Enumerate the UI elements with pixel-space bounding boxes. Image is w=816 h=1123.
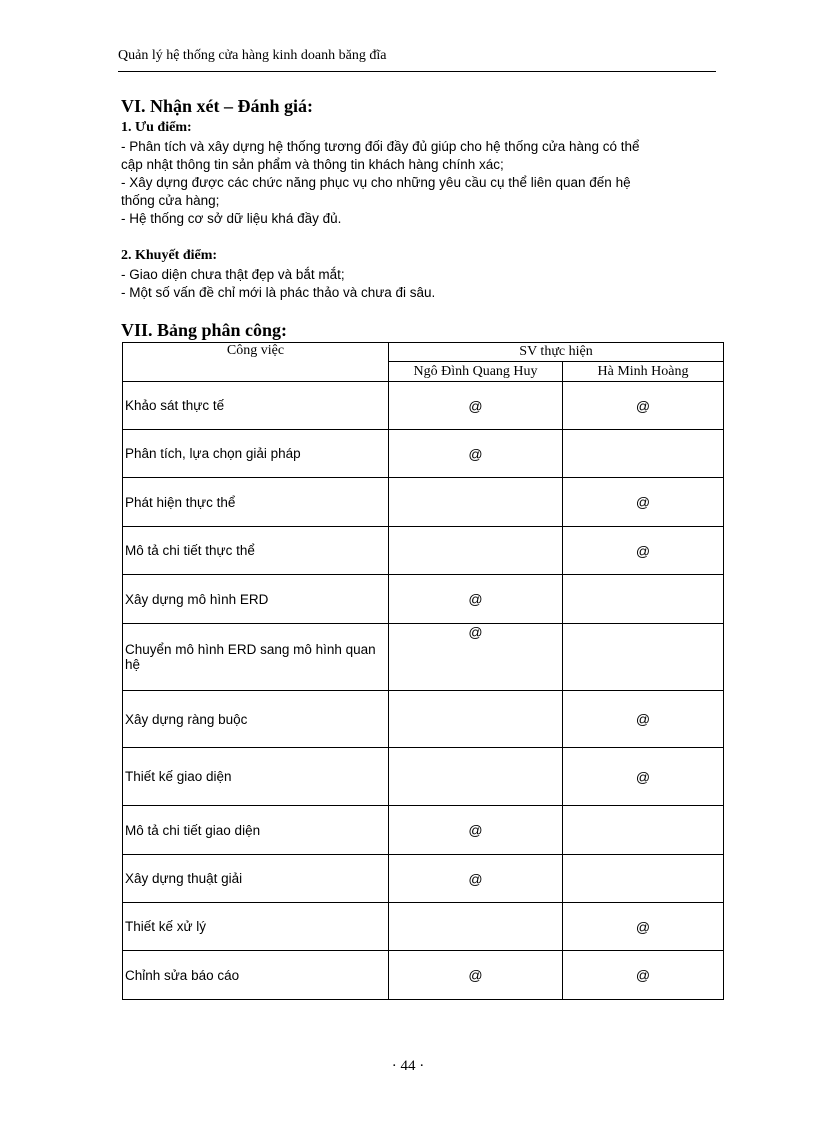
mark-cell-huy: @: [389, 430, 563, 478]
disadvantages-title: 2. Khuyết điểm:: [121, 248, 218, 263]
mark-cell-hoang: [563, 430, 724, 478]
table-row: [123, 855, 724, 903]
table-row: [123, 806, 724, 855]
mark-cell-huy: @: [389, 382, 563, 430]
mark-cell-hoang: [563, 806, 724, 855]
col-header-task: Công việc: [123, 343, 389, 382]
advantages-title: 1. Ưu điểm:: [121, 120, 192, 135]
mark-cell-hoang: @: [563, 527, 724, 575]
col-header-student-2: Hà Minh Hoàng: [563, 362, 724, 382]
table-row: [123, 527, 724, 575]
task-cell: Xây dựng thuật giải: [123, 855, 389, 903]
advantages-line: thống cửa hàng;: [121, 193, 220, 208]
table-row: [123, 430, 724, 478]
assignment-table: [122, 342, 724, 1000]
task-cell: Mô tả chi tiết thực thể: [123, 527, 389, 575]
mark-cell-hoang: @: [563, 691, 724, 748]
mark-cell-hoang: @: [563, 748, 724, 806]
mark-cell-huy: [389, 527, 563, 575]
mark-cell-huy: [389, 748, 563, 806]
table-row: [123, 624, 724, 691]
mark-cell-huy: [389, 478, 563, 527]
task-cell: Xây dựng mô hình ERD: [123, 575, 389, 624]
mark-cell-hoang: @: [563, 382, 724, 430]
mark-cell-hoang: @: [563, 478, 724, 527]
task-cell: Thiết kế xử lý: [123, 903, 389, 951]
table-row: [123, 903, 724, 951]
mark-cell-huy: [389, 903, 563, 951]
mark-cell-hoang: @: [563, 951, 724, 1000]
disadvantages-line: - Một số vấn đề chỉ mới là phác thảo và chưa đi sâu.: [121, 285, 436, 300]
disadvantages-line: - Giao diện chưa thật đẹp và bắt mắt;: [121, 267, 345, 282]
table-row: [123, 748, 724, 806]
section-7-title: VII. Bảng phân công:: [121, 320, 288, 340]
task-cell: Mô tả chi tiết giao diện: [123, 806, 389, 855]
advantages-line: - Xây dựng được các chức năng phục vụ cho những yêu cầu cụ thể liên quan đến hệ: [121, 175, 631, 190]
mark-cell-huy: @: [389, 855, 563, 903]
table-row: [123, 478, 724, 527]
col-header-student-1: Ngô Đình Quang Huy: [389, 362, 563, 382]
table-row: [123, 575, 724, 624]
mark-cell-hoang: @: [563, 903, 724, 951]
mark-cell-huy: [389, 691, 563, 748]
disadvantages-text: [121, 266, 435, 302]
advantages-line: cập nhật thông tin sản phẩm và thông tin khách hàng chính xác;: [121, 157, 504, 172]
task-cell: Phát hiện thực thể: [123, 478, 389, 527]
task-cell: Chuyển mô hình ERD sang mô hình quan hệ: [123, 624, 389, 691]
col-header-group: SV thực hiện: [389, 343, 724, 362]
task-cell: Chỉnh sửa báo cáo: [123, 951, 389, 1000]
mark-cell-hoang: [563, 575, 724, 624]
table-row: [123, 382, 724, 430]
header-rule: [118, 71, 716, 72]
task-cell: Phân tích, lựa chọn giải pháp: [123, 430, 389, 478]
table-row: [123, 951, 724, 1000]
mark-cell-hoang: [563, 855, 724, 903]
running-header: Quản lý hệ thống cửa hàng kinh doanh băng đĩa: [118, 48, 387, 63]
mark-cell-huy: @: [389, 624, 563, 691]
page-number: · 44 ·: [391, 1058, 425, 1074]
task-cell: Khảo sát thực tế: [123, 382, 389, 430]
advantages-line: - Hệ thống cơ sở dữ liệu khá đầy đủ.: [121, 211, 342, 226]
task-cell: Thiết kế giao diện: [123, 748, 389, 806]
mark-cell-hoang: [563, 624, 724, 691]
table-row: [123, 691, 724, 748]
advantages-line: - Phân tích và xây dựng hệ thống tương đối đầy đủ giúp cho hệ thống cửa hàng có thể: [121, 139, 640, 154]
mark-cell-huy: @: [389, 806, 563, 855]
section-6-title: VI. Nhận xét – Đánh giá:: [121, 96, 314, 116]
mark-cell-huy: @: [389, 575, 563, 624]
advantages-text: [121, 138, 640, 228]
task-cell: Xây dựng ràng buộc: [123, 691, 389, 748]
mark-cell-huy: @: [389, 951, 563, 1000]
